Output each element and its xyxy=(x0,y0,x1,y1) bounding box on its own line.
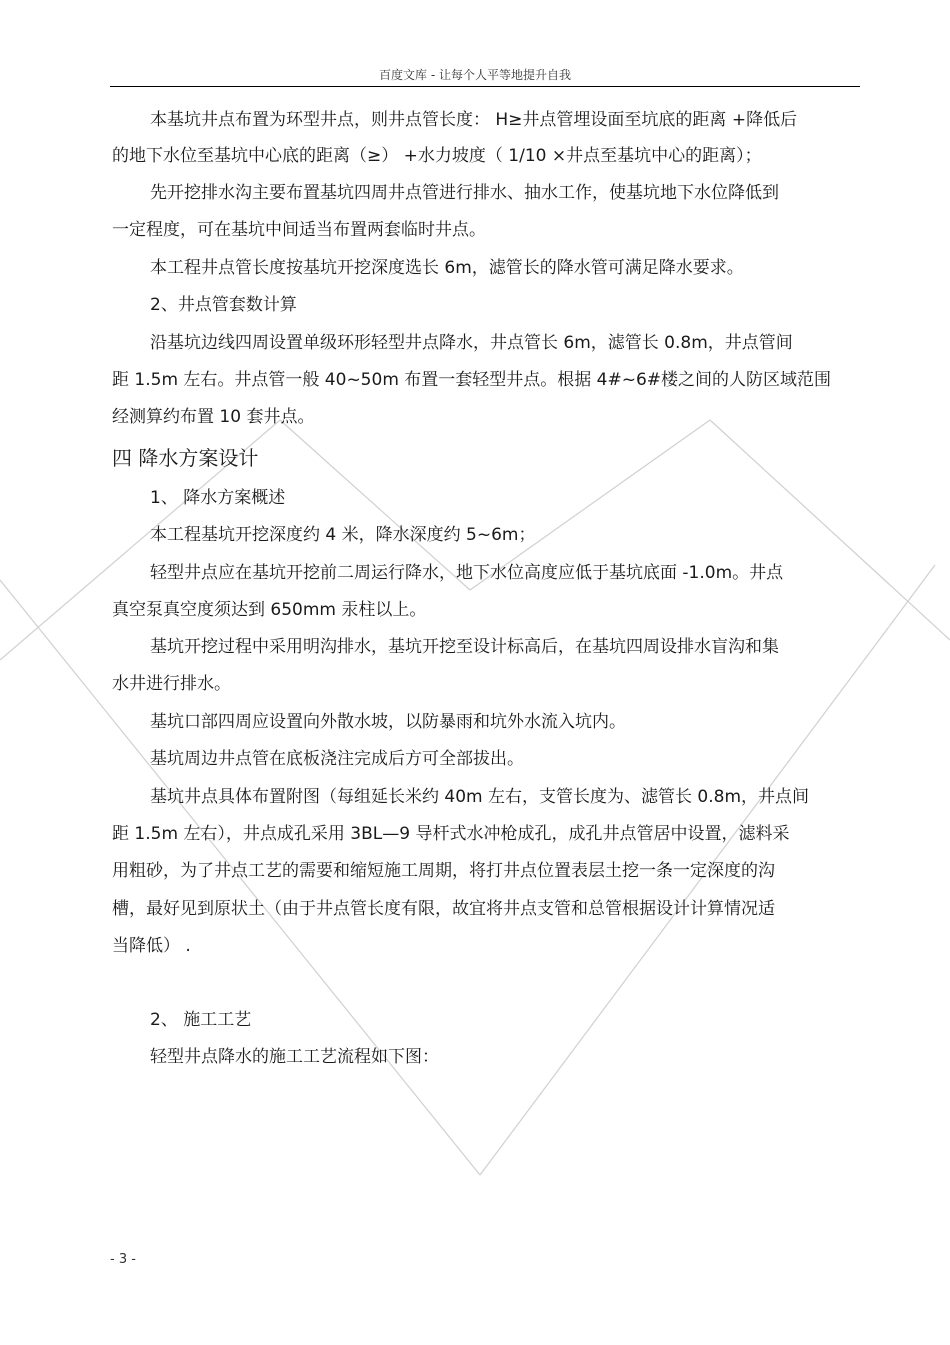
paragraph-line: 基坑开挖过程中采用明沟排水，基坑开挖至设计标高后，在基坑四周设排水盲沟和集 xyxy=(150,637,779,657)
paragraph-line: 基坑井点具体布置附图（每组延长米约 40m 左右，支管长度为、滤管长 0.8m，井点间 xyxy=(150,787,809,807)
paragraph-line: 距 1.5m 左右），井点成孔采用 3BL—9 导杆式水冲枪成孔，成孔井点管居中设置，滤料采 xyxy=(112,824,790,844)
paragraph-line: 本工程井点管长度按基坑开挖深度选长 6m，滤管长的降水管可满足降水要求。 xyxy=(150,258,744,278)
paragraph-line: 基坑周边井点管在底板浇注完成后方可全部拔出。 xyxy=(150,749,524,769)
paragraph-line: 距 1.5m 左右。井点管一般 40~50m 布置一套轻型井点。根据 4#~6#楼之间的人防区域范围 xyxy=(112,370,832,390)
paragraph-line: 的地下水位至基坑中心底的距离（≥） +水力坡度（ 1/10 ×井点至基坑中心的距离）； xyxy=(112,146,762,166)
paragraph-line: 槽，最好见到原状土（由于井点管长度有限，故宜将井点支管和总管根据设计计算情况适 xyxy=(112,899,775,919)
paragraph-line: 轻型井点降水的施工工艺流程如下图： xyxy=(150,1047,439,1067)
section-subheading: 2、 施工工艺 xyxy=(150,1010,252,1030)
paragraph-line: 经测算约布置 10 套井点。 xyxy=(112,407,315,427)
page-header: 百度文库 - 让每个人平等地提升自我 xyxy=(379,68,571,82)
section-subheading: 1、 降水方案概述 xyxy=(150,488,286,508)
header-rule xyxy=(110,86,860,87)
paragraph-line: 真空泵真空度须达到 650mm 汞柱以上。 xyxy=(112,600,427,620)
paragraph-line: 当降低） . xyxy=(112,936,191,956)
paragraph-line: 先开挖排水沟主要布置基坑四周井点管进行排水、抽水工作，使基坑地下水位降低到 xyxy=(150,183,779,203)
paragraph-line: 用粗砂，为了井点工艺的需要和缩短施工周期，将打井点位置表层土挖一条一定深度的沟 xyxy=(112,861,775,881)
section-heading: 四 降水方案设计 xyxy=(112,446,259,470)
paragraph-line: 本工程基坑开挖深度约 4 米，降水深度约 5~6m； xyxy=(150,525,536,545)
paragraph-line: 轻型井点应在基坑开挖前二周运行降水，地下水位高度应低于基坑底面 -1.0m。井点 xyxy=(150,563,784,583)
paragraph-line: 沿基坑边线四周设置单级环形轻型井点降水，井点管长 6m，滤管长 0.8m，井点管间 xyxy=(150,333,793,353)
section-subheading: 2、井点管套数计算 xyxy=(150,295,297,315)
page-number: - 3 - xyxy=(110,1252,136,1267)
paragraph-line: 一定程度，可在基坑中间适当布置两套临时井点。 xyxy=(112,220,486,240)
paragraph-line: 基坑口部四周应设置向外散水坡，以防暴雨和坑外水流入坑内。 xyxy=(150,712,626,732)
paragraph-line: 本基坑井点布置为环型井点，则井点管长度： H≥井点管埋设面至坑底的距离 +降低后 xyxy=(150,110,798,130)
paragraph-line: 水井进行排水。 xyxy=(112,674,231,694)
